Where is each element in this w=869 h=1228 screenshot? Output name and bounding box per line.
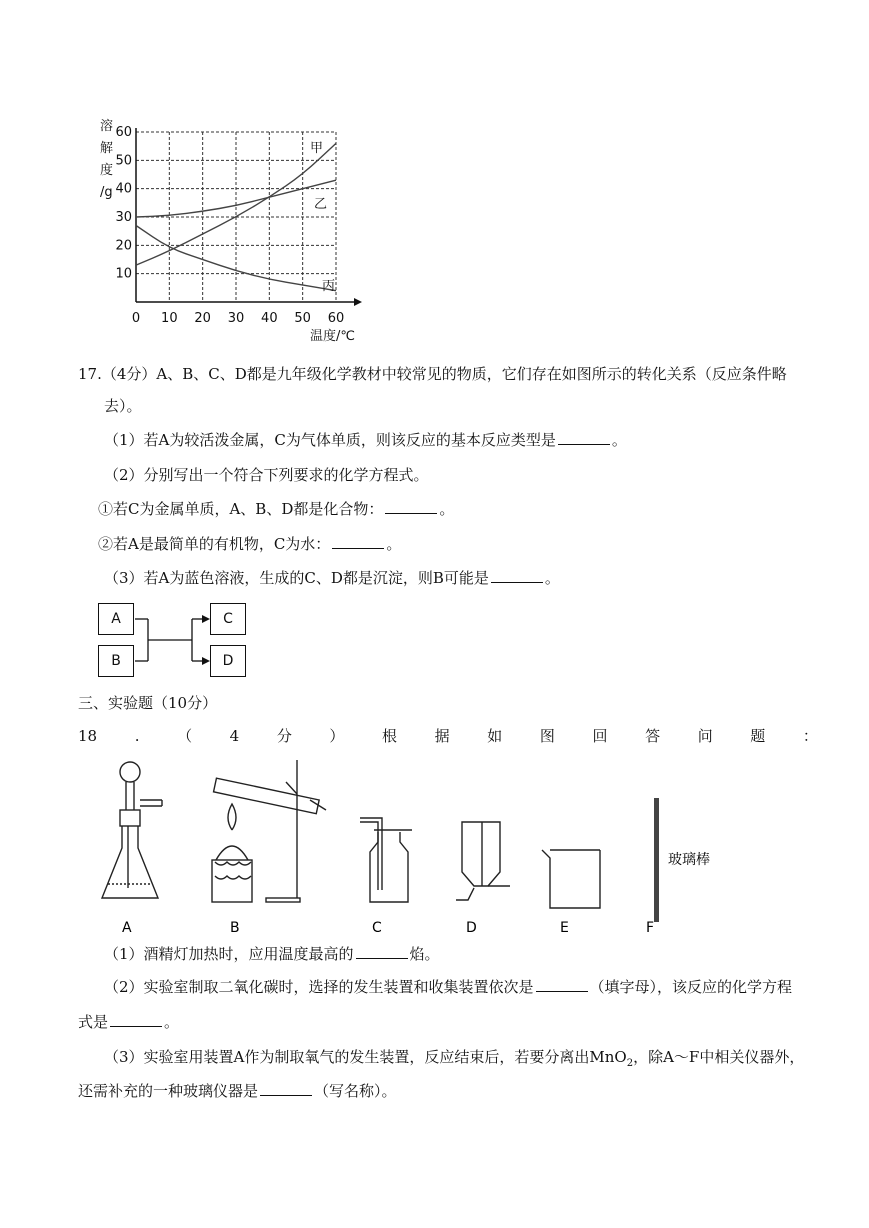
q18-stem-part: 图 bbox=[539, 727, 555, 745]
q18-part1-text: （1）酒精灯加热时，应用温度最高的 bbox=[104, 945, 354, 963]
q18-stem-part: 题 bbox=[750, 727, 766, 745]
x-axis-label: 温度/℃ bbox=[310, 329, 355, 344]
answer-blank bbox=[356, 944, 408, 959]
q18-stem-part: 4 bbox=[229, 727, 240, 745]
x-tick-label: 30 bbox=[227, 311, 245, 326]
q18-part2-text: （2）实验室制取二氧化碳时，选择的发生装置和收集装置依次是 bbox=[104, 978, 534, 996]
x-tick-label: 60 bbox=[327, 311, 345, 326]
answer-blank bbox=[385, 499, 437, 514]
q17-part1-end: 。 bbox=[611, 431, 627, 449]
q17-stem-line1: 17.（4分）A、B、C、D都是九年级化学教材中较常见的物质，它们存在如图所示的转化关系（反应条件略 bbox=[78, 365, 787, 383]
q18-stem-part: 问 bbox=[697, 727, 713, 745]
answer-blank bbox=[491, 568, 543, 583]
q18-part3-end: （写名称）。 bbox=[314, 1082, 397, 1100]
apparatus-f-rod bbox=[654, 798, 659, 922]
q18-stem bbox=[78, 726, 818, 746]
y-tick-label: 60 bbox=[115, 125, 132, 140]
x-tick-label: 10 bbox=[161, 311, 178, 326]
q18-part3 bbox=[104, 1047, 804, 1074]
apparatus-label-f: F bbox=[646, 920, 655, 936]
apparatus-c-bottle bbox=[360, 818, 412, 902]
series-label: 甲 bbox=[310, 141, 324, 156]
q18-part3-subscript: 2 bbox=[626, 1058, 634, 1069]
q18-part2-cont bbox=[78, 1012, 179, 1032]
q17-part2: （2）分别写出一个符合下列要求的化学方程式。 bbox=[104, 466, 429, 484]
series-label: 丙 bbox=[322, 279, 336, 294]
x-tick-label: 20 bbox=[194, 311, 211, 326]
q18-stem-part: 18 bbox=[78, 727, 98, 745]
q18-stem-part: . bbox=[134, 727, 140, 745]
q18-stem-part: 回 bbox=[592, 727, 608, 745]
apparatus-b-heating bbox=[212, 760, 326, 902]
rod-label: 玻璃棒 bbox=[668, 852, 710, 868]
apparatus-e-beaker bbox=[542, 850, 600, 908]
apparatus-label-e: E bbox=[560, 920, 569, 936]
y-axis-label-char: 溶 bbox=[100, 119, 114, 134]
box-c: C bbox=[210, 603, 246, 635]
y-axis-label-char: 解 bbox=[100, 141, 114, 156]
q17-part3-end: 。 bbox=[544, 569, 560, 587]
q18-part2-text-3: 式是 bbox=[78, 1013, 109, 1031]
answer-blank bbox=[332, 534, 384, 549]
apparatus-a-flask bbox=[102, 762, 162, 898]
series-label: 乙 bbox=[314, 197, 328, 212]
q17-part2b-text: ②若A是最简单的有机物，C为水： bbox=[98, 535, 331, 553]
q18-stem-part: 据 bbox=[434, 727, 450, 745]
box-a: A bbox=[98, 603, 134, 635]
q18-stem-part: 答 bbox=[645, 727, 661, 745]
q18-stem-part: 分 bbox=[276, 727, 292, 745]
y-tick-label: 30 bbox=[115, 210, 132, 225]
y-axis-label-char: 度 bbox=[100, 163, 114, 178]
y-axis-label-char: /g bbox=[100, 185, 113, 200]
apparatus-d-bottle bbox=[456, 822, 510, 900]
q18-part2-end: 。 bbox=[164, 1013, 180, 1031]
answer-blank bbox=[536, 977, 588, 992]
q17-part1-text: （1）若A为较活泼金属，C为气体单质，则该反应的基本反应类型是 bbox=[104, 431, 556, 449]
q18-stem-part: 如 bbox=[487, 727, 503, 745]
y-tick-label: 40 bbox=[115, 181, 132, 197]
q18-part3-text-2: ，除A～F中相关仪器外， bbox=[633, 1048, 805, 1066]
q18-stem-part: ） bbox=[329, 727, 345, 745]
q18-part2-text-2: （填字母），该反应的化学方程 bbox=[589, 978, 793, 996]
q18-part3-text: （3）实验室用装置A作为制取氧气的发生装置，反应结束后，若要分离出MnO bbox=[104, 1048, 627, 1066]
q17-part2a-text: ①若C为金属单质，A、B、D都是化合物： bbox=[98, 500, 384, 518]
q17-stem-line2: 去）。 bbox=[104, 397, 142, 415]
q17-part2b-end: 。 bbox=[386, 535, 402, 553]
q18-part2 bbox=[104, 977, 792, 997]
q18-stem-part: （ bbox=[177, 727, 193, 745]
reaction-arrows bbox=[0, 0, 300, 700]
x-tick-label: 40 bbox=[261, 311, 278, 326]
apparatus-figure bbox=[90, 760, 790, 940]
answer-blank bbox=[558, 430, 610, 445]
box-d: D bbox=[210, 645, 246, 677]
y-tick-label: 50 bbox=[115, 153, 132, 169]
x-axis-arrow bbox=[354, 298, 362, 306]
apparatus-label-c: C bbox=[372, 920, 382, 936]
section-heading: 三、实验题（10分） bbox=[78, 694, 218, 712]
q18-part1 bbox=[104, 944, 440, 964]
q18-part3-text-3: 还需补充的一种玻璃仪器是 bbox=[78, 1082, 259, 1100]
box-b: B bbox=[98, 645, 134, 677]
apparatus-label-b: B bbox=[230, 920, 240, 936]
y-tick-label: 20 bbox=[115, 238, 132, 254]
answer-blank bbox=[110, 1012, 162, 1027]
q18-stem-part: 根 bbox=[382, 727, 398, 745]
x-tick-label: 50 bbox=[294, 311, 311, 326]
y-tick-label: 10 bbox=[115, 266, 132, 282]
apparatus-label-d: D bbox=[466, 920, 477, 936]
q18-part3-cont bbox=[78, 1081, 397, 1101]
q17-part2a-end: 。 bbox=[439, 500, 455, 518]
x-tick-label: 0 bbox=[131, 311, 141, 326]
q18-stem-part: ： bbox=[802, 727, 818, 745]
apparatus-label-a: A bbox=[122, 920, 132, 936]
answer-blank bbox=[260, 1081, 312, 1096]
q17-part3-text: （3）若A为蓝色溶液，生成的C、D都是沉淀，则B可能是 bbox=[104, 569, 489, 587]
q18-part1-end: 焰。 bbox=[409, 945, 440, 963]
